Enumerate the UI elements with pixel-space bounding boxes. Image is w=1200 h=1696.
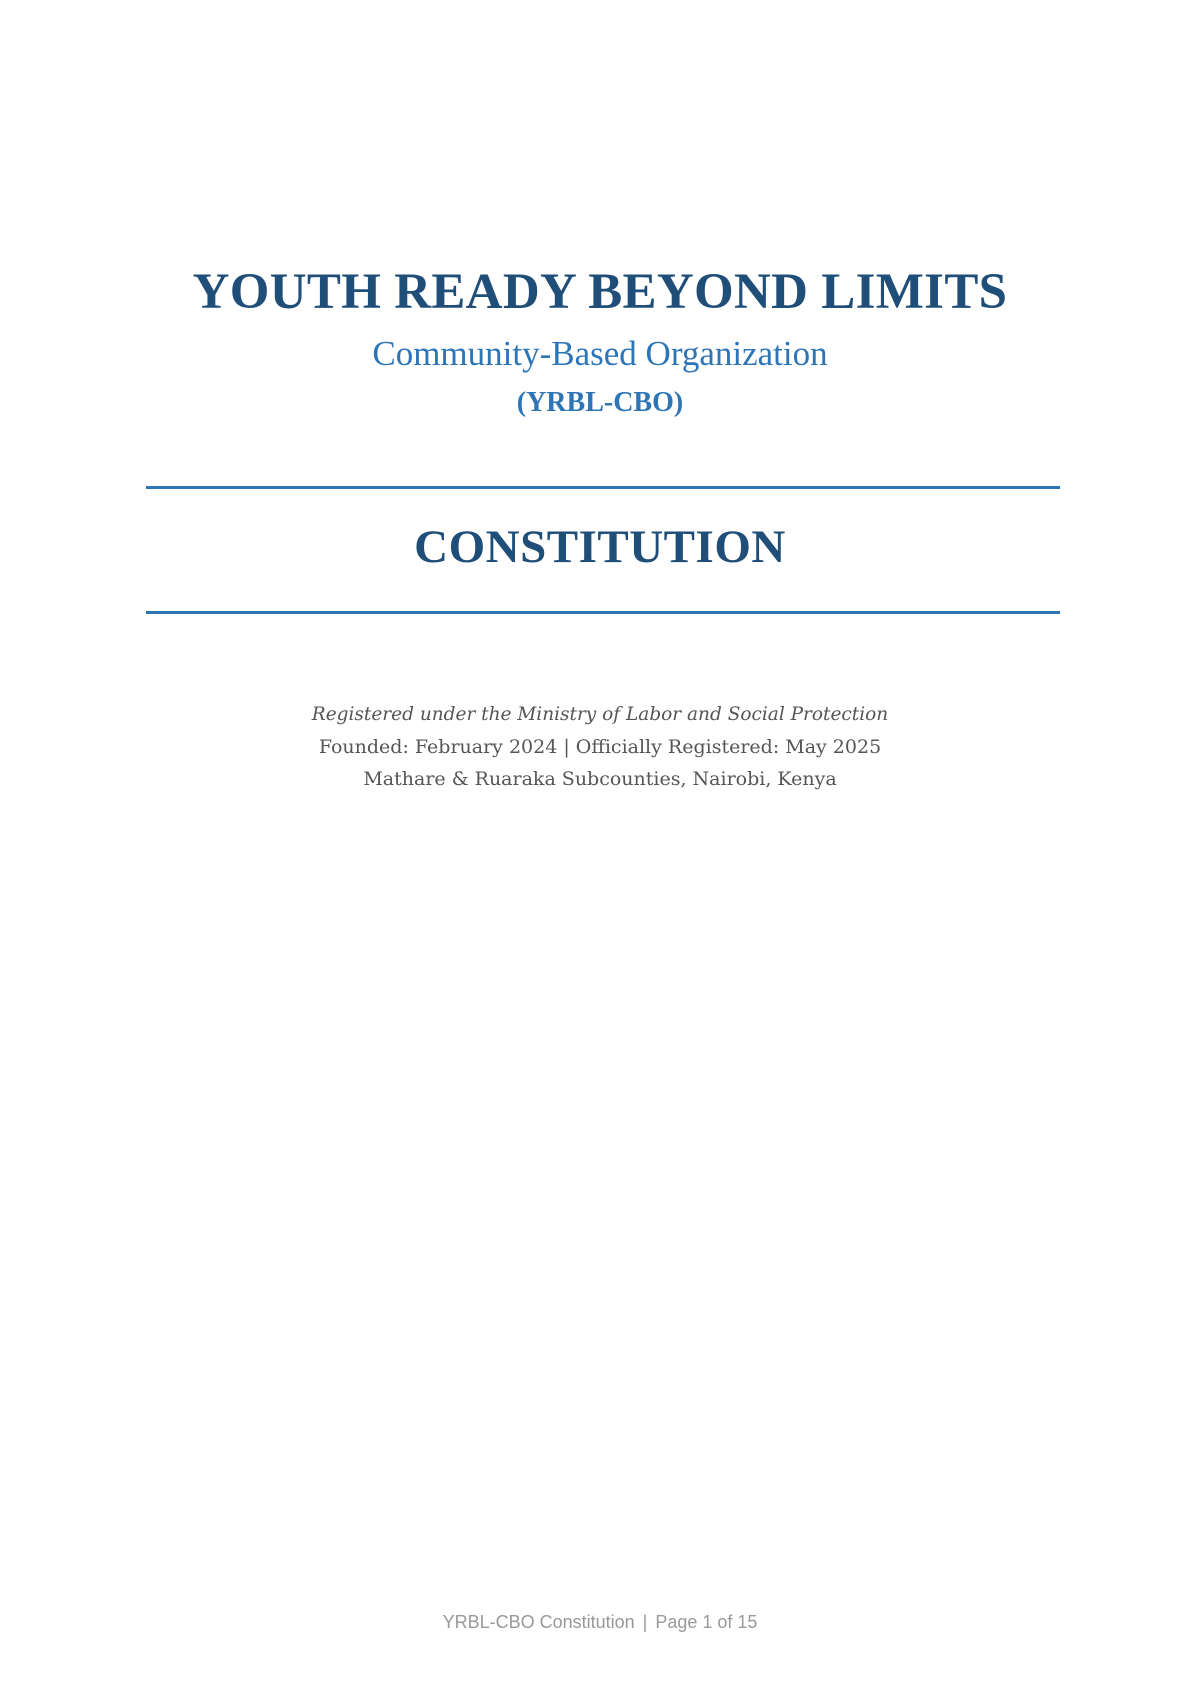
organization-subtitle: Community-Based Organization bbox=[372, 334, 828, 373]
organization-title: YOUTH READY BEYOND LIMITS bbox=[192, 264, 1008, 320]
footer-document-name: YRBL-CBO Constitution bbox=[442, 1612, 635, 1632]
footer-separator: | bbox=[642, 1612, 648, 1632]
location-line: Mathare & Ruaraka Subcounties, Nairobi, Kenya bbox=[363, 768, 837, 790]
organization-abbreviation: (YRBL-CBO) bbox=[516, 387, 684, 418]
footer-page-number: Page 1 of 15 bbox=[655, 1612, 758, 1632]
bottom-divider bbox=[146, 611, 1060, 614]
page-footer bbox=[0, 1610, 1200, 1634]
document-heading: CONSTITUTION bbox=[414, 521, 786, 573]
top-divider bbox=[146, 486, 1060, 489]
founded-registered-line: Founded: February 2024 | Officially Registered: May 2025 bbox=[318, 736, 882, 758]
registration-statement: Registered under the Ministry of Labor and Social Protection bbox=[311, 704, 889, 725]
